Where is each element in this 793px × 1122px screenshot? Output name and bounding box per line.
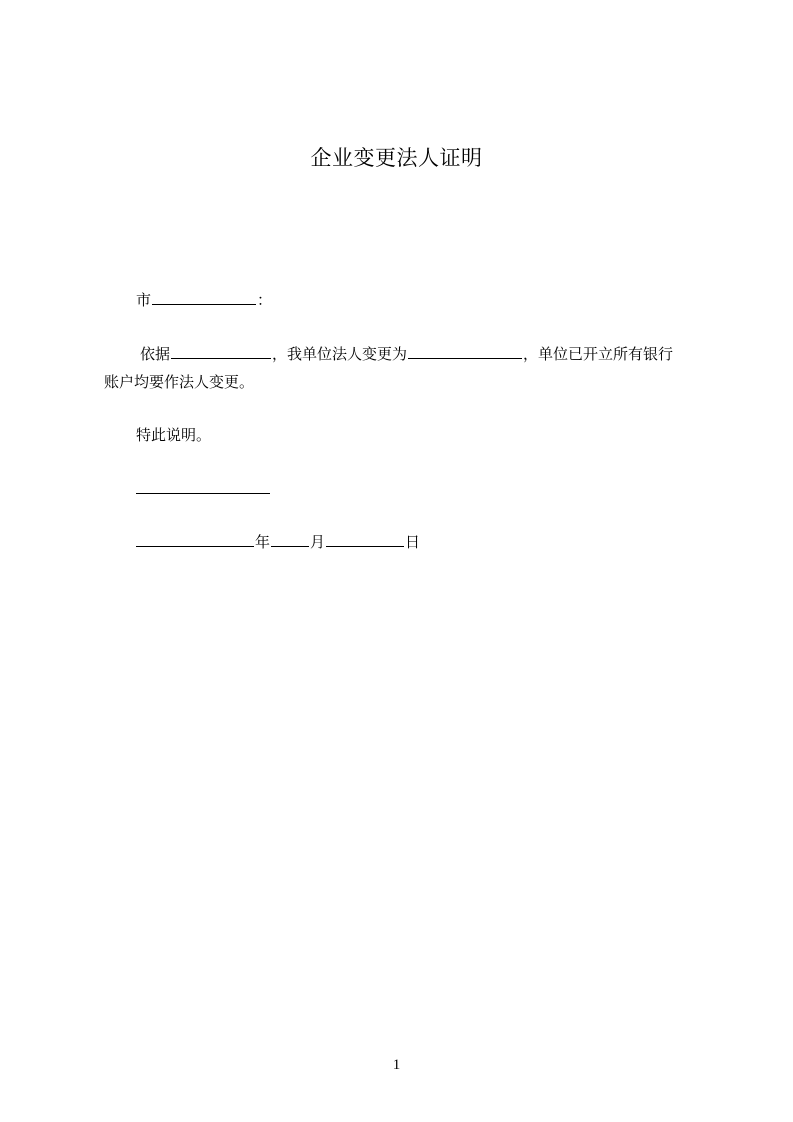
page-number: 1 — [392, 1057, 401, 1073]
basis-blank[interactable] — [171, 343, 271, 359]
salutation-suffix: ： — [257, 291, 273, 309]
salutation-line — [136, 289, 272, 311]
city-blank[interactable] — [152, 289, 256, 305]
new-legal-person-blank[interactable] — [408, 343, 522, 359]
month-label: 月 — [310, 533, 326, 551]
body-text-part3: ，单位已开立所有银行 — [523, 345, 674, 363]
day-blank[interactable] — [326, 531, 404, 547]
document-title: 企业变更法人证明 — [310, 146, 483, 170]
month-blank[interactable] — [271, 531, 309, 547]
body-line-1 — [140, 343, 673, 365]
signature-blank[interactable] — [136, 478, 270, 494]
date-line — [136, 531, 420, 553]
year-label: 年 — [255, 533, 271, 551]
closing-line: 特此说明。 — [136, 426, 212, 444]
year-blank[interactable] — [136, 531, 254, 547]
body-line-2: 账户均要作法人变更。 — [104, 373, 255, 391]
signature-line — [136, 478, 270, 500]
day-label: 日 — [405, 533, 421, 551]
body-text-part2: ，我单位法人变更为 — [272, 345, 408, 363]
body-text-part1: 依据 — [140, 345, 171, 363]
salutation-prefix: 市 — [136, 291, 152, 309]
